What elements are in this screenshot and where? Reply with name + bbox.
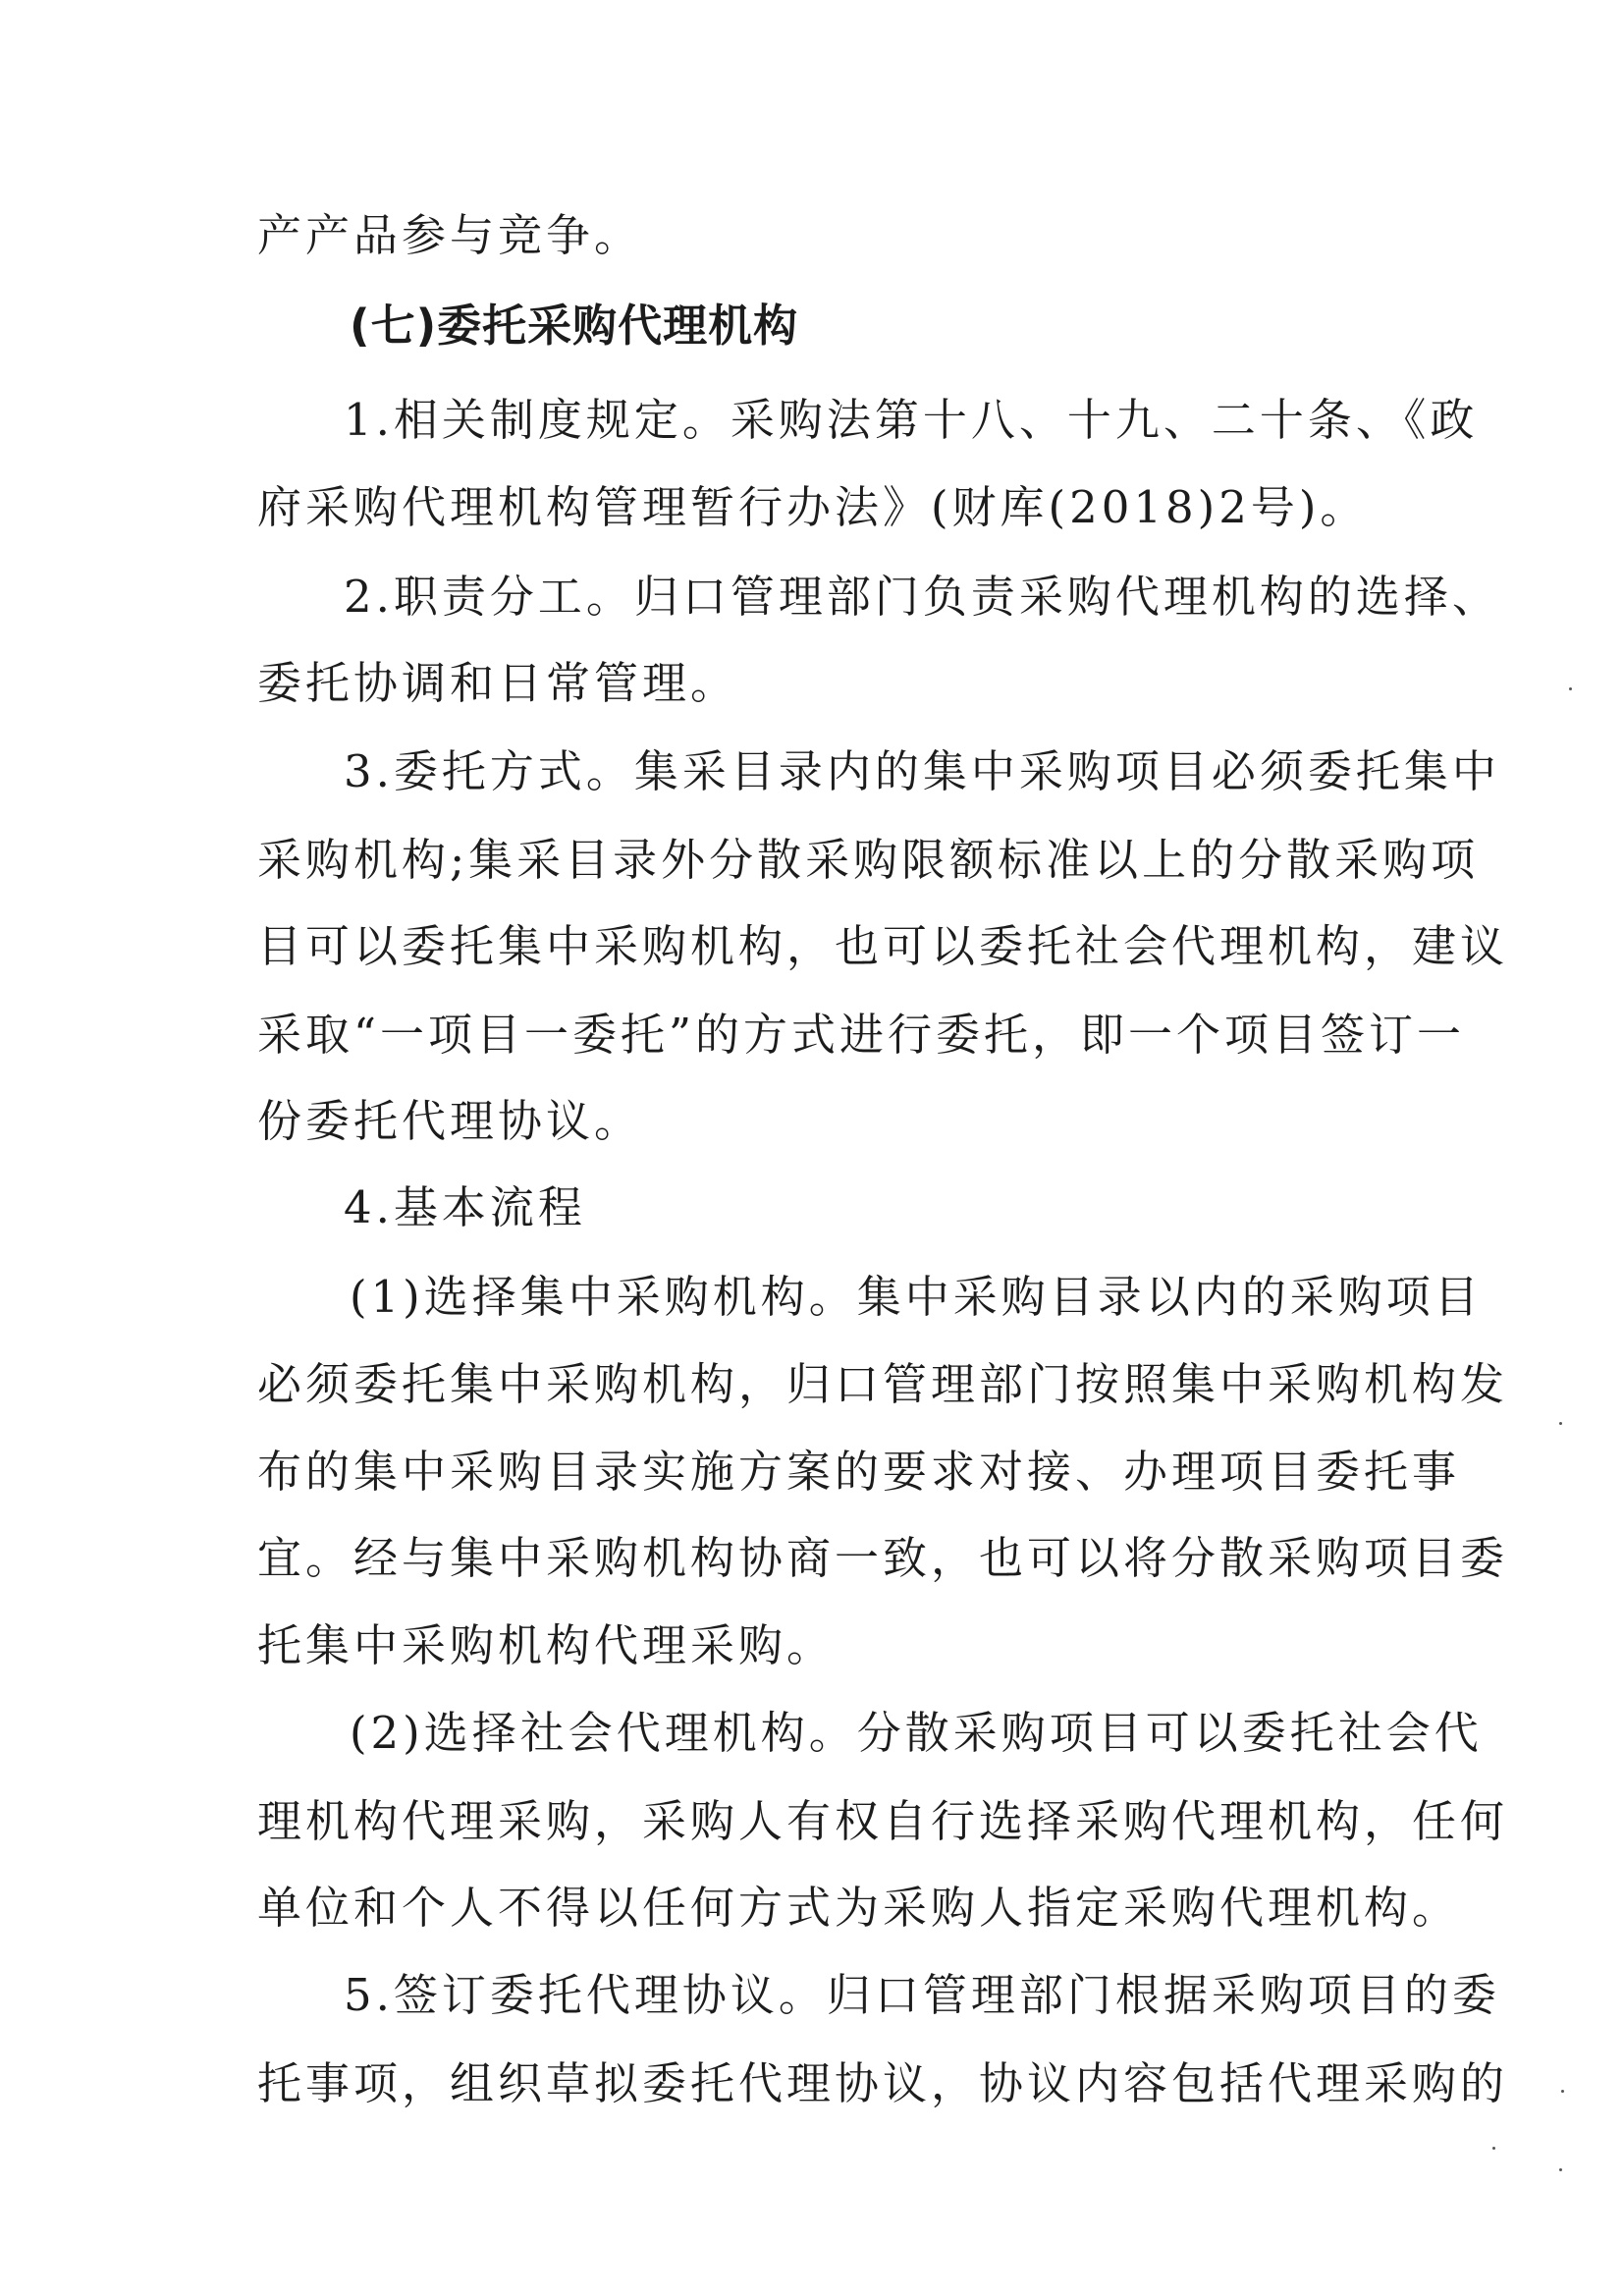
- section-heading: (七)委托采购代理机构: [350, 300, 799, 352]
- text-line: 1.相关制度规定。采购法第十八、十九、二十条、《政: [344, 394, 1479, 446]
- text-line: 4.基本流程: [344, 1181, 586, 1233]
- text-line: 布的集中采购目录实施方案的要求对接、办理项目委托事: [257, 1446, 1461, 1498]
- text-line: 5.签订委托代理协议。归口管理部门根据采购项目的委: [344, 1969, 1500, 2021]
- text-line: (2)选择社会代理机构。分散采购项目可以委托社会代: [350, 1707, 1483, 1759]
- text-line: 托集中采购机构代理采购。: [257, 1619, 836, 1671]
- scan-speck: [1569, 687, 1572, 690]
- text-line: 府采购代理机构管理暂行办法》(财库(2018)2号)。: [257, 481, 1369, 533]
- text-line: 产产品参与竞争。: [257, 209, 643, 261]
- text-line: 份委托代理协议。: [257, 1095, 643, 1147]
- text-line: 3.委托方式。集采目录内的集中采购项目必须委托集中: [344, 745, 1500, 797]
- text-line: 2.职责分工。归口管理部门负责采购代理机构的选择、: [344, 571, 1500, 623]
- text-line: 采购机构;集采目录外分散采购限额标准以上的分散采购项: [257, 834, 1480, 886]
- text-line: 委托协调和日常管理。: [257, 657, 739, 709]
- scan-speck: [1559, 2168, 1562, 2171]
- text-line: 托事项，组织草拟委托代理协议，协议内容包括代理采购的: [257, 2057, 1509, 2109]
- text-line: 单位和个人不得以任何方式为采购人指定采购代理机构。: [257, 1882, 1461, 1934]
- text-line: 宜。经与集中采购机构协商一致，也可以将分散采购项目委: [257, 1532, 1509, 1584]
- text-line: (1)选择集中采购机构。集中采购目录以内的采购项目: [350, 1271, 1483, 1323]
- text-line: 理机构代理采购，采购人有权自行选择采购代理机构，任何: [257, 1795, 1509, 1847]
- text-line: 必须委托集中采购机构，归口管理部门按照集中采购机构发: [257, 1358, 1509, 1410]
- scan-speck: [1561, 2090, 1564, 2093]
- scan-speck: [1492, 2147, 1495, 2150]
- text-line: 目可以委托集中采购机构，也可以委托社会代理机构，建议: [257, 920, 1509, 972]
- text-line: 采取“一项目一委托”的方式进行委托，即一个项目签订一: [257, 1009, 1466, 1061]
- scan-speck: [1559, 1422, 1562, 1425]
